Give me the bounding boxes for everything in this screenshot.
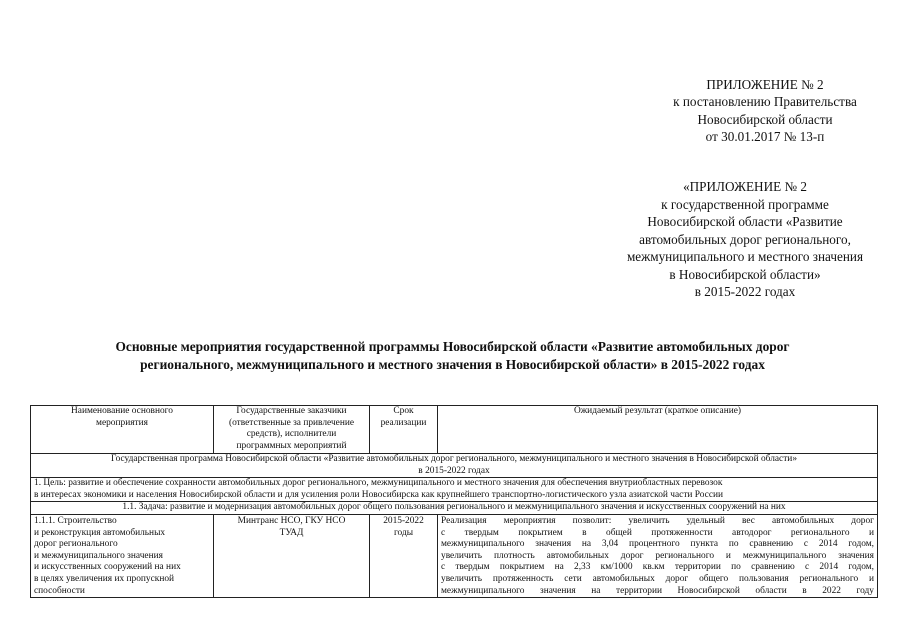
goal-row [31,478,878,502]
header-term: Срок реализации [370,406,438,454]
appendix-line: Новосибирской области [697,111,833,127]
appendix-line: автомобильных дорог регионального, [639,231,851,247]
table-row [31,514,878,597]
program-appendix-header [575,178,905,301]
appendix-line: «ПРИЛОЖЕНИЕ № 2 [683,179,807,194]
task-cell: 1.1. Задача: развитие и модернизация автомобильных дорог общего пользования регионального и межмуниципального значения и искусственных сооружений на них [31,502,878,515]
title-line: регионального, межмуниципального и местного значения в Новосибирской области» в 2015-2022 годах [140,357,765,372]
appendix-line: в 2015-2022 годах [694,284,796,299]
appendix-line: ПРИЛОЖЕНИЕ № 2 [706,77,824,92]
appendix-line: к государственной программе [661,196,829,212]
goal-cell: 1. Цель: развитие и обеспечение сохранности автомобильных дорог регионального, межмуниципального и местного значения для обеспечения внутриобластных перевозок в интересах экономики и населения Новосибирской области и для усиления роли Новосибирска как крупнейшего транспортно-логистического узла азиатской части России [31,478,878,502]
document-title [0,338,905,374]
program-cell: Государственная программа Новосибирской области «Развитие автомобильных дорог регионального, межмуниципального и местного значения в Новосибирской области» в 2015-2022 годах [31,454,878,478]
appendix-line: в Новосибирской области» [669,266,821,282]
header-activity-name: Наименование основного мероприятия [31,406,214,454]
appendix-line: к постановлению Правительства [673,94,857,110]
task-row [31,502,878,515]
header-customers: Государственные заказчики (ответственные за привлечение средств), исполнители программных мероприятий [214,406,370,454]
header-expected-result: Ожидаемый результат (краткое описание) [438,406,878,454]
customers-cell: Минтранс НСО, ГКУ НСО ТУАД [214,514,370,597]
appendix-line: Новосибирской области «Развитие [647,214,843,229]
term-cell: 2015-2022 годы [370,514,438,597]
activities-table [30,405,878,598]
expected-result-cell: Реализация мероприятия позволит: увеличить удельный вес автомобильных дорог с твердым покрытием в общей протяженности автодорог регионального и межмуниципального значения на 3,04 процентного пункта по сравнению с 2014 годом, увеличить плотность автомобильных дорог регионального и межмуниципального значения с твердым покрытием на 2,33 км/1000 кв.км территории по сравнению с 2014 годом, увеличить протяженность сети автомобильных дорог общего пользования регионального и межмуниципального значения на территории Новосибирской области в 2022 году [438,514,878,597]
program-row [31,454,878,478]
activity-name-cell: 1.1.1. Строительство и реконструкция автомобильных дорог регионального и межмуниципального значения и искусственных сооружений на них в целях увеличения их пропускной способности [31,514,214,597]
appendix-line: межмуниципального и местного значения [626,249,864,264]
appendix-line: от 30.01.2017 № 13-п [705,129,825,145]
table-header-row [31,406,878,454]
title-line: Основные мероприятия государственной программы Новосибирской области «Развитие автомобильных дорог [115,339,790,354]
appendix-header [600,76,905,146]
